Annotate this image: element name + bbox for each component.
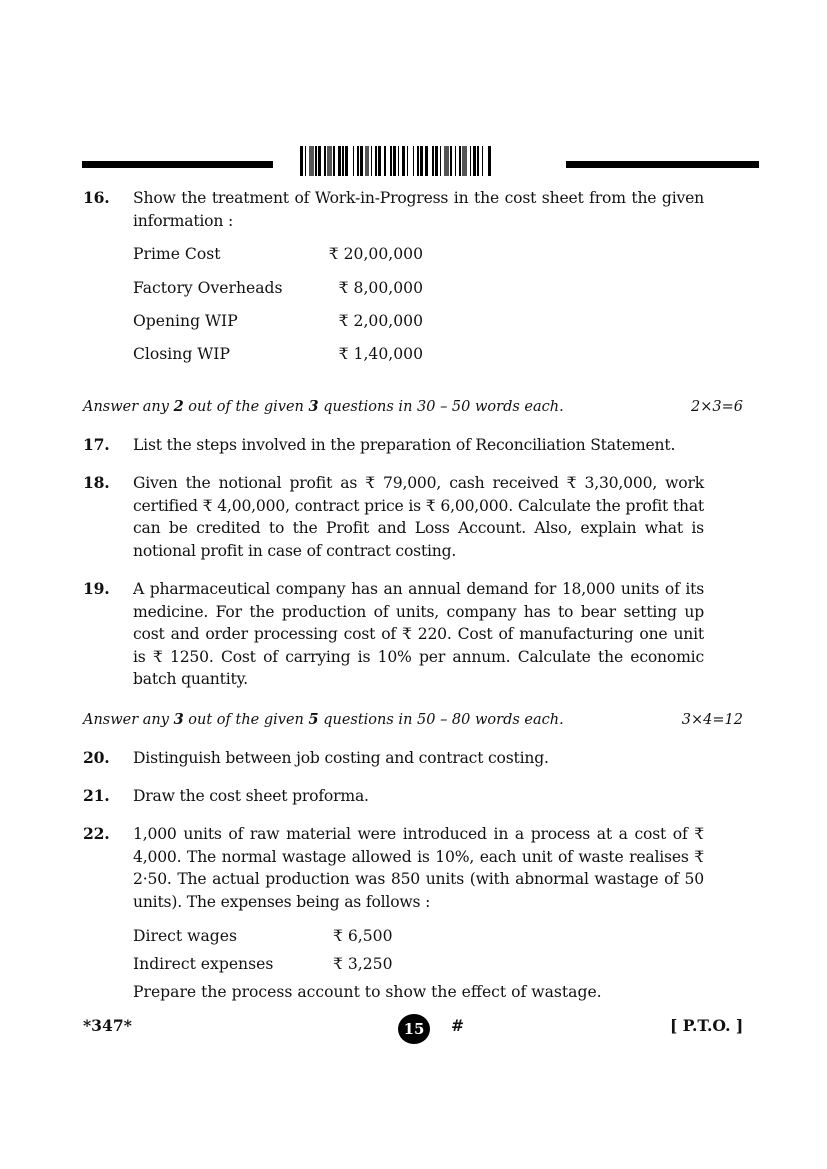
question-number: 17. [83,435,110,454]
instruction-count: 3 [173,711,184,728]
question-number: 21. [83,786,110,805]
section-instruction [83,397,743,417]
question-text: A pharmaceutical company has an annual demand for 18,000 units of its medicine. For the production of units, company has to bear setting up cost and order processing cost of ₹ 220. Cost of manufacturing one unit is ₹ 1250. Cost of carrying is 10% per annum. Calculate the economic batch quantity. [133,580,704,688]
data-value: ₹ 6,500 [333,927,393,945]
question-number: 22. [83,824,110,843]
question-number: 20. [83,748,110,767]
question-text: Draw the cost sheet proforma. [133,787,369,805]
data-label: Direct wages [133,927,237,945]
pto-label: [ P.T.O. ] [670,1016,744,1035]
question-number: 18. [83,473,110,492]
question-text: 1,000 units of raw material were introduced in a process at a cost of ₹ 4,000. The normal wastage allowed is 10%, each unit of waste realises ₹ 2·50. The actual production was 850 units (with abnormal wastage of 50 units). The expenses being as follows : [133,825,704,911]
question-number: 16. [83,188,110,207]
instruction-total: 5 [308,711,319,728]
section-instruction [83,710,743,730]
data-label: Factory Overheads [133,279,283,297]
question-text: Given the notional profit as ₹ 79,000, cash received ₹ 3,30,000, work certified ₹ 4,00,000, contract price is ₹ 6,00,000. Calculate the profit that can be credited to the Profit and Loss Account. Also, explain what is notional profit in case of contract costing. [133,474,704,560]
instruction-text: out of the given [183,399,309,415]
data-value: ₹ 2,00,000 [338,312,423,330]
instruction-text: questions in 30 – 50 words each. [318,399,564,415]
data-label: Prime Cost [133,245,221,263]
data-value: ₹ 3,250 [333,955,393,973]
question-19 [83,578,704,691]
question-closing-text: Prepare the process account to show the effect of wastage. [133,983,602,1001]
header-rule-right [566,161,759,168]
data-value: ₹ 1,40,000 [338,345,423,363]
instruction-text: questions in 50 – 80 words each. [318,712,564,728]
data-label: Closing WIP [133,345,230,363]
instruction-count: 2 [173,398,184,415]
data-value: ₹ 8,00,000 [338,279,423,297]
data-value: ₹ 20,00,000 [328,245,423,263]
question-text: List the steps involved in the preparation of Reconciliation Statement. [133,436,676,454]
question-22 [83,823,704,913]
hash-mark: # [451,1016,465,1035]
section-marks: 2×3=6 [691,399,743,415]
question-21 [83,785,704,808]
question-number: 19. [83,579,110,598]
question-17 [83,434,704,457]
page-number-badge: 15 [398,1014,430,1044]
question-text: Show the treatment of Work-in-Progress in the cost sheet from the given information : [133,189,704,230]
header-rule-left [82,161,273,168]
data-label: Opening WIP [133,312,238,330]
question-text: Distinguish between job costing and contract costing. [133,749,549,767]
instruction-text: Answer any [83,399,174,415]
question-16 [83,187,704,232]
question-18 [83,472,704,562]
barcode-icon [300,146,553,176]
paper-code: *347* [83,1016,132,1035]
data-label: Indirect expenses [133,955,274,973]
section-marks: 3×4=12 [681,712,743,728]
instruction-text: out of the given [183,712,309,728]
question-20 [83,747,704,770]
instruction-text: Answer any [83,712,174,728]
instruction-total: 3 [308,398,319,415]
